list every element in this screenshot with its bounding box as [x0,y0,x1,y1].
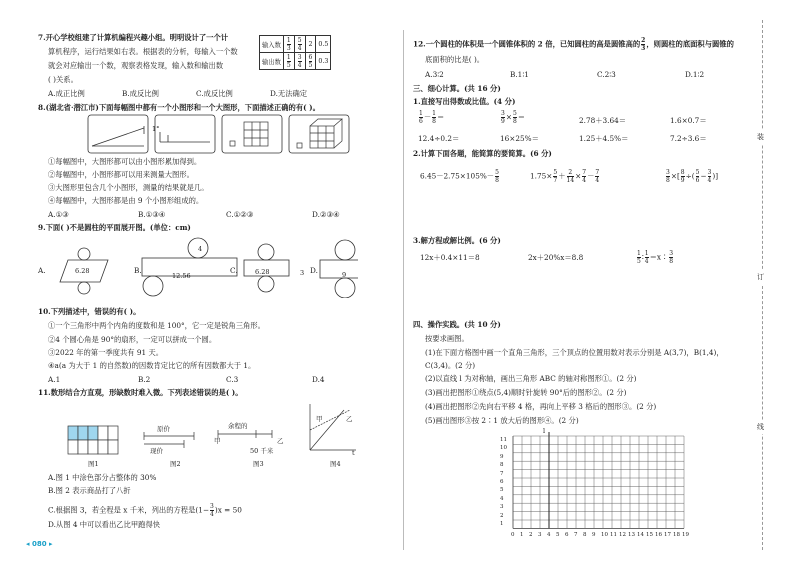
grid-y-label: 11 [500,437,507,443]
q12-line2: 底面积的比是( )。 [425,55,485,64]
grid-x-label: 4 [547,532,551,539]
equation-2: 2x＋20%x＝8.8 [528,253,584,262]
binder-char-1: 装 [757,130,764,144]
q9-option-a: A. [38,266,46,275]
compute-1: 6.45－2.75×105%－ $\frac{5}{8}$ [420,169,499,184]
fig2-caption: 图2 [170,460,181,468]
q8-figures [48,114,358,156]
calc-2: $\frac{3}{9}$ × $\frac{5}{8}$ ＝ [501,110,526,125]
fig3-end: 乙 [277,437,284,445]
q10-statement-2: ②4 个圆心角是 90°的扇形，一定可以拼成一个圆。 [48,335,217,344]
grid-y-label: 1 [500,521,504,527]
q10-option-a: A.1 [48,375,61,384]
q7-option-b: B.成反比例 [122,89,159,98]
io-out-1: $\frac{1}{5}$ [283,53,294,70]
fig2-original-price: 原价 [157,425,170,433]
grid-x-label: 12 [619,532,626,539]
grid-y-label: 4 [500,495,504,502]
q7-option-a: A.成正比例 [48,89,85,98]
q9-option-b: B. [134,266,142,275]
grid-y-label: 3 [500,504,504,511]
io-out-2: $\frac{3}{4}$ [294,53,305,70]
q9-option-d: D. [310,266,318,275]
q8-statement-3: ③大图形里包含几个小图形，测量的结果就是几。 [48,183,209,192]
io-out-3: $\frac{6}{5}$ [305,53,316,70]
grid-y-label: 6 [500,479,504,485]
grid-y-label: 9 [500,453,504,460]
grid-x-label: 7 [574,532,578,539]
net-a-length: 6.28 [75,267,90,275]
fig4-axis-t: t [352,449,355,457]
q7-option-d: D.无法确定 [270,89,308,98]
q12-option-d: D.1∶2 [685,70,705,79]
section3-part2: 2.计算下面各题，能简算的要简算。(6 分) [413,149,552,158]
q7-line2: 算机程序，运行结果如右表。根据表的分析，每输入一个数 [48,47,238,56]
compute-3: $\frac{3}{8}$ ×[ $\frac{8}{9}$ ÷( $\frac{5}{6}$ − $\frac{3}{4}$ )] [666,169,719,184]
grid-x-label: 2 [529,532,533,539]
q7-line4: ( )关系。 [48,75,78,84]
section4-title: 四、操作实践。(共 10 分) [413,320,501,329]
q12-option-a: A.3∶2 [425,70,444,79]
task-2: (2)以直线 l 为对称轴，画出三角形 ABC 的轴对称图形①。(2 分) [425,374,637,383]
io-out-4: 0.3 [316,53,331,70]
fig4-caption: 图4 [330,460,341,468]
binding-line [762,20,763,550]
q8-option-d: D.②③④ [312,210,340,219]
section3-part1: 1.直接写出得数或比值。(4 分) [413,97,516,106]
q11-option-a: A.图 1 中涂色部分占整体的 30% [48,473,157,482]
grid-x-label: 17 [664,532,671,539]
calc-4: 1.6×0.7＝ [670,116,707,125]
q8-option-c: C.①②③ [226,210,254,219]
q7-line1: 7.开心学校组建了计算机编程兴趣小组。明明设计了一个计 [38,33,229,42]
q8-statement-1: ①每幅图中，大图形都可以由小图形累加得到。 [48,157,202,166]
task-4: (4)画出把图形②先向右平移 4 格，再向上平移 3 格后的图形③。(2 分) [425,402,657,411]
page-number: ◂ 080 ▸ [26,540,53,548]
q10-stem: 10.下列描述中，错误的有( )。 [38,307,141,316]
calc-6: 16×25%＝ [500,134,539,143]
q10-option-b: B.2 [138,375,151,384]
fig3-remaining: 余程的 [228,422,248,430]
calc-7: 1.25＋4.5%＝ [579,134,629,143]
net-b-diameter: 4 [198,245,203,253]
binder-char-2: 订 [757,270,764,284]
calc-8: 7.2÷3.6＝ [670,134,707,143]
grid-y-label: 10 [500,445,507,452]
calc-1: $\frac{1}{6}$ － $\frac{1}{8}$ ＝ [419,110,445,125]
q10-statement-3: ③2022 年的第一季度共有 91 天。 [48,348,164,357]
q11-option-c: C.根据图 3，若全程是 x 千米，列出的方程是(1− $\frac{3}{4}$ )x = 50 [48,503,242,518]
axis-line-l: l [543,427,546,435]
io-in-3: 2 [305,36,316,53]
grid-x-label: 1 [520,532,524,539]
section3-part3: 3.解方程或解比例。(6 分) [413,236,501,245]
grid-x-label: 16 [655,532,662,539]
grid-x-label: 10 [601,532,608,539]
q8-statement-2: ②每幅图中，小图形都可以用来测量大图形。 [48,170,194,179]
fig4-yi: 乙 [346,415,353,423]
q10-statement-1: ①一个三角形中两个内角的度数和是 100°，它一定是锐角三角形。 [48,321,265,330]
q10-option-c: C.3 [226,375,239,384]
grid-x-label: 15 [646,532,653,539]
io-table [259,35,331,70]
column-divider [403,30,404,550]
grid-x-label: 18 [673,532,680,539]
task-1-cont: C(3,4)。(2 分) [425,361,476,370]
q11-option-d: D.从图 4 中可以看出乙比甲跑得快 [48,520,161,529]
calc-3: 2.78＋3.64＝ [579,116,627,125]
grid-x-label: 8 [583,532,587,539]
grid-x-label: 11 [610,532,617,539]
section3-title: 三、细心计算。(共 16 分) [413,84,501,93]
grid-x-label: 0 [511,532,515,539]
grid-x-label: 3 [538,532,542,539]
task-3: (3)画出把图形①绕点(5,4)顺时针旋转 90°后的图形②。(2 分) [425,388,627,397]
net-d-length: 9 [342,271,347,279]
q10-option-d: D.4 [312,375,325,384]
q9-stem: 9.下面( )不是圆柱的平面展开图。(单位：cm) [38,223,191,232]
q8-statement-4: ④每幅图中，大图形都是由 9 个小图形组成的。 [48,196,204,205]
grid-x-label: 5 [556,532,560,539]
q11-option-b: B.图 2 表示商品打了八折 [48,486,131,495]
grid-x-label: 13 [628,532,635,539]
binder-char-3: 线 [757,420,764,434]
io-in-4: 0.5 [316,36,331,53]
angle-label: 1° [152,125,160,133]
q9-option-c: C. [230,266,238,275]
grid-y-label: 8 [500,462,504,469]
section4-requirement: 按要求画图。 [425,334,469,343]
grid-x-label: 6 [565,532,569,539]
q8-option-b: B.①③④ [138,210,166,219]
fig3-distance: 50 千米 [250,447,274,455]
grid-x-label: 9 [592,532,596,539]
q8-option-a: A.①③ [48,210,69,219]
fig1-caption: 图1 [88,460,99,468]
grid-x-label: 19 [682,532,689,539]
fig2-current-price: 现价 [150,447,163,455]
io-in-1: $\frac{1}{3}$ [283,36,294,53]
io-in-label: 输入数 [260,36,284,53]
q11-stem: 11.数形结合方直观，形缺数时难入微。下列表述错误的是( )。 [38,388,243,397]
io-out-label: 输出数 [260,53,284,70]
net-c-length: 6.28 [255,268,270,276]
q7-option-c: C.成反比例 [196,89,233,98]
coordinate-grid [503,432,693,532]
task-1: (1)在下面方格图中画一个直角三角形，三个顶点的位置用数对表示分别是 A(3,7)，B(1,4)， [425,348,724,357]
io-in-2: $\frac{5}{4}$ [294,36,305,53]
q10-statement-4: ④a(a 为大于 1 的自然数)的因数肯定比它的所有因数都大于 1。 [48,361,256,370]
fig3-start: 甲 [214,437,221,445]
q8-stem: 8.(湖北省·潜江市)下面每幅图中都有一个小图形和一个大图形，下面描述正确的有( )。 [38,103,320,112]
grid-y-label: 7 [500,470,504,477]
q12-option-b: B.1∶1 [510,70,529,79]
net-c-radius: 3 [300,269,305,277]
q11-figures [60,400,360,460]
equation-1: 12x＋0.4×11＝8 [420,253,480,262]
fig3-caption: 图3 [253,460,264,468]
grid-y-label: 5 [500,487,504,494]
grid-x-label: 14 [637,532,644,539]
fig4-jia: 甲 [316,415,323,423]
calc-5: 12.4÷0.2＝ [418,134,460,143]
q7-line3: 就会对应输出一个数，观察表格发现，输入数和输出数 [48,61,224,70]
q12-option-c: C.2∶3 [597,70,616,79]
net-b-length: 12.56 [172,272,191,280]
q12-line1: 12.一个圆柱的体积是一个圆锥体积的 2 倍，已知圆柱的高是圆锥高的 $\frac{2}{3}$ ，则圆柱的底面积与圆锥的 [413,37,734,52]
equation-3: $\frac{1}{5}$ ∶ $\frac{1}{4}$ ＝x∶ $\frac{3}{8}$ [637,250,674,265]
task-5: (5)画出图形③按 2∶1 放大后的图形④。(2 分) [425,416,579,425]
compute-2: 1.75× $\frac{5}{7}$ ＋ $\frac{2}{14}$ × $\frac{7}{4}$ － $\frac{7}{4}$ [530,169,600,184]
grid-y-label: 2 [500,512,504,519]
